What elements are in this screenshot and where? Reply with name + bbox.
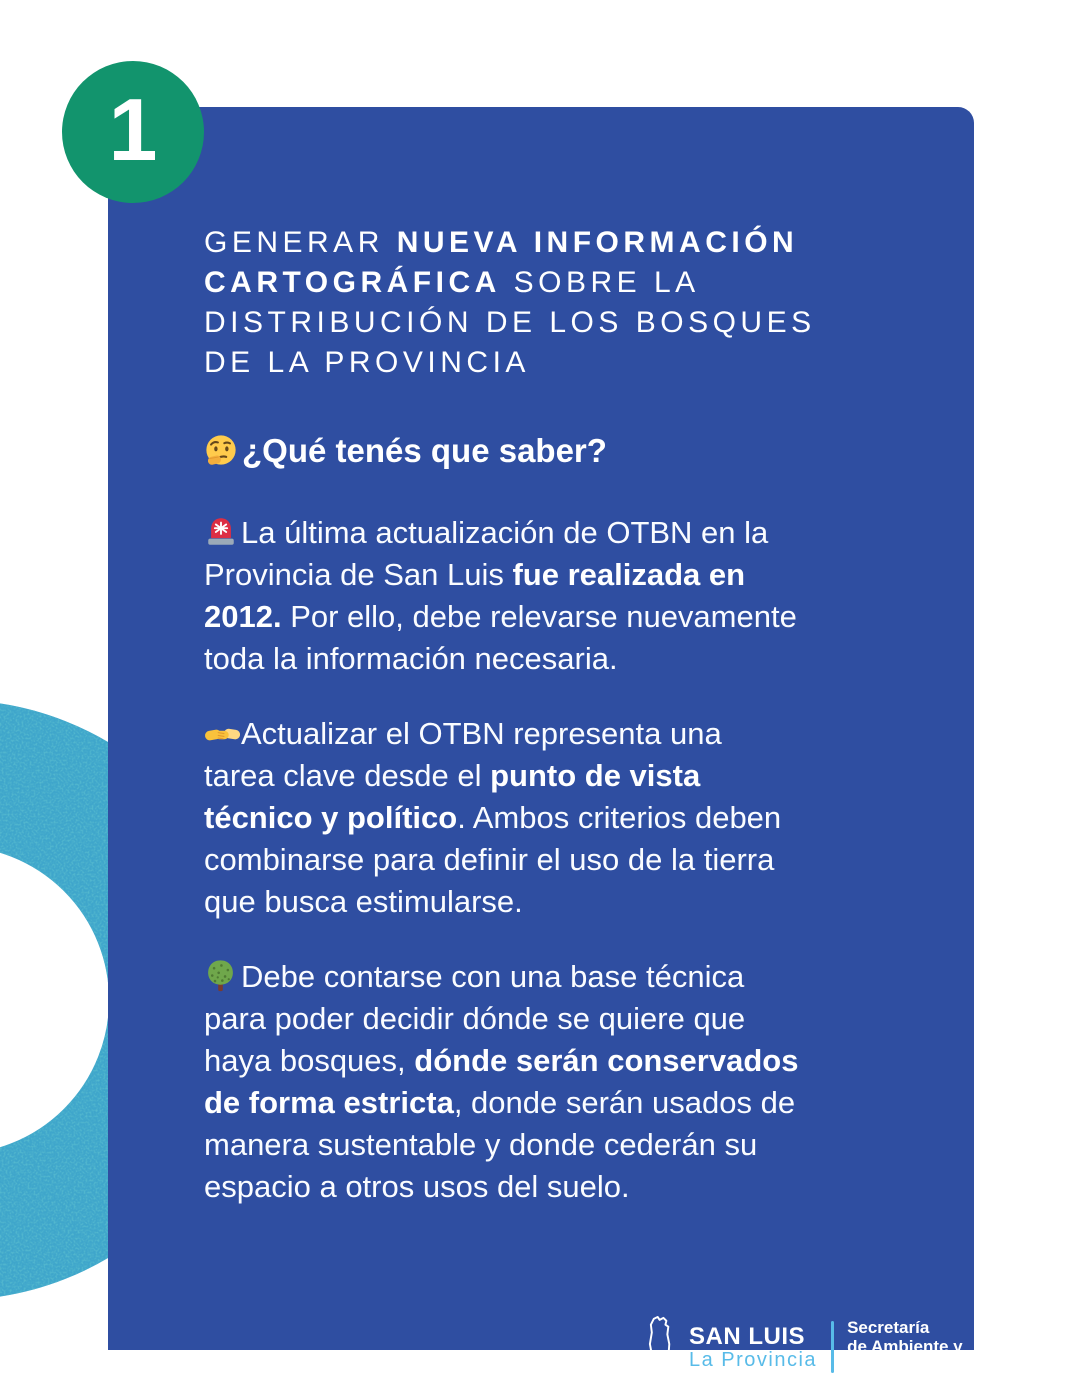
text-line: [204, 713, 919, 755]
text-line: [204, 998, 919, 1040]
text-segment: que busca estimularse.: [204, 884, 523, 919]
text-segment: manera sustentable y donde cederán su: [204, 1127, 758, 1162]
text-segment: combinarse para definir el uso de la tierra: [204, 842, 775, 877]
paragraph-technical-base: [204, 956, 919, 1208]
text-segment: Provincia de San Luis: [204, 557, 513, 592]
text-line: [204, 512, 919, 554]
text-line: [204, 343, 919, 383]
text-line: [204, 303, 919, 343]
logo-name-block: [689, 1324, 817, 1371]
teal-ring-decoration: [0, 690, 110, 1310]
text-segment: fue realizada en: [512, 557, 746, 592]
step-number: 1: [108, 80, 158, 179]
text-line: [204, 596, 919, 638]
text-segment: haya bosques,: [204, 1043, 415, 1078]
san-luis-province-outline-icon: [646, 1315, 679, 1379]
paragraph-lines: [204, 512, 919, 680]
text-line: [204, 223, 919, 263]
text-line: [204, 263, 919, 303]
paragraph-lines: [204, 713, 919, 923]
text-segment: espacio a otros usos del suelo.: [204, 1169, 630, 1204]
text-line: [204, 956, 919, 998]
subheading-text: ¿Qué tenés que saber?: [242, 432, 607, 469]
paragraph-otbn-update: [204, 512, 919, 680]
paragraph-otbn-importance: [204, 713, 919, 923]
text-line: [204, 1082, 919, 1124]
logo-org-line: Secretaría: [847, 1317, 930, 1337]
text-segment: tarea clave desde el: [204, 758, 491, 793]
logo-org-line: de Ambiente y: [847, 1337, 963, 1357]
step-number-badge: [62, 61, 204, 203]
logo-tagline: La Provincia: [689, 1348, 818, 1371]
logo-org-block: [847, 1318, 1032, 1377]
text-segment: CARTOGRÁFICA: [204, 266, 501, 299]
headline: [204, 223, 919, 383]
handshake-emoji-icon: [204, 722, 242, 748]
text-segment: técnico y político: [204, 800, 458, 835]
logo-org-line: Desarrollo Sustentable: [847, 1356, 1033, 1376]
logo-divider: [831, 1321, 834, 1373]
text-segment: Por ello, debe relevarse nuevamente: [281, 599, 797, 634]
card-content: [204, 107, 919, 1241]
text-line: [204, 1124, 919, 1166]
text-line: [204, 638, 919, 680]
text-segment: para poder decidir dónde se quiere que: [204, 1001, 746, 1036]
text-segment: GENERAR: [204, 226, 397, 259]
text-segment: . Ambos criterios deben: [457, 800, 782, 835]
text-line: [204, 1166, 919, 1208]
text-line: [204, 839, 919, 881]
text-segment: 2012.: [204, 599, 282, 634]
text-segment: La última actualización de OTBN en la: [241, 515, 769, 550]
logo-name: SAN LUIS: [689, 1322, 806, 1350]
text-line: [204, 1040, 919, 1082]
text-segment: DISTRIBUCIÓN DE LOS BOSQUES: [204, 306, 816, 339]
text-segment: SOBRE LA: [500, 266, 700, 299]
thinking-face-emoji-icon: [204, 433, 238, 467]
text-segment: Actualizar el OTBN representa una: [241, 716, 722, 751]
text-segment: punto de vista: [490, 758, 701, 793]
info-card: [108, 107, 1033, 1376]
tree-emoji-icon: [204, 959, 237, 993]
text-segment: DE LA PROVINCIA: [204, 346, 530, 379]
text-segment: NUEVA INFORMACIÓN: [396, 226, 799, 259]
text-line: [204, 554, 919, 596]
san-luis-government-logo: [646, 1313, 1032, 1381]
text-line: [204, 755, 919, 797]
police-light-emoji-icon: [204, 515, 238, 549]
paragraph-lines: [204, 956, 919, 1208]
text-segment: , donde serán usados de: [453, 1085, 796, 1120]
subheading: [204, 431, 919, 478]
text-line: [204, 881, 919, 923]
text-segment: dónde serán conservados: [414, 1043, 799, 1078]
text-segment: Debe contarse con una base técnica: [241, 959, 745, 994]
text-segment: de forma estricta: [204, 1085, 454, 1120]
text-line: [204, 797, 919, 839]
text-segment: toda la información necesaria.: [204, 641, 618, 676]
